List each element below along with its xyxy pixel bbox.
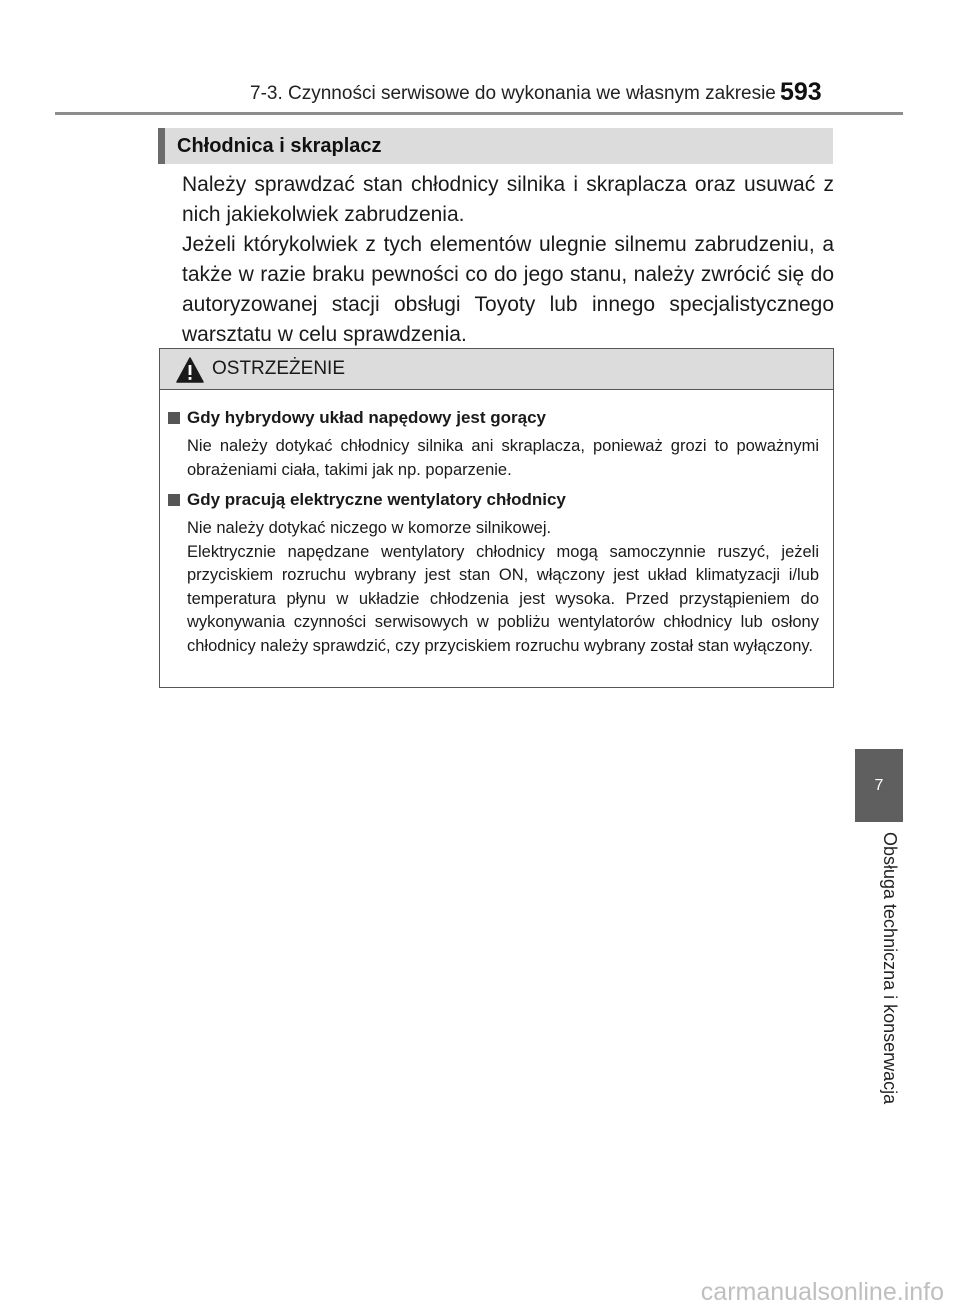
warning-content — [160, 390, 833, 658]
warning-header — [160, 349, 833, 390]
page-number: 593 — [780, 78, 822, 106]
warning-item-text: Elektrycznie napędzane wentylatory chłodnicy mogą samoczynnie ruszyć, jeżeli przyciskiem rozruchu wybrany jest stan ON, włączony jest układ klimatyzacji i/lub temperatura płynu w układzie chłodzenia jest wysoka. Przed przystąpieniem do wykonywania czynności serwisowych w pobliżu wentylatorów chłodnicy lub osłony chłodnicy należy sprawdzić, czy przyciskiem rozruchu wybrany został stan wyłączony. — [187, 542, 819, 655]
chapter-title: Obsługa techniczna i konserwacja — [880, 832, 900, 1105]
warning-item — [168, 490, 819, 658]
square-bullet-icon — [168, 412, 180, 424]
warning-item-text: Nie należy dotykać niczego w komorze silnikowej. — [187, 519, 552, 537]
header-divider — [55, 112, 903, 115]
square-bullet-icon — [168, 494, 180, 506]
warning-item — [168, 408, 819, 482]
section-heading: Chłodnica i skraplacz — [158, 128, 833, 164]
warning-item-title: Gdy pracują elektryczne wentylatory chłodnicy — [187, 490, 566, 509]
body-paragraph: Jeżeli którykolwiek z tych elementów ulegnie silnemu zabrudzeniu, a także w razie braku pewności co do jego stanu, należy zwrócić się do autoryzowanej stacji obsługi Toyoty lub innego specjalistycznego warsztatu w celu sprawdzenia. — [182, 233, 834, 346]
warning-triangle-icon — [176, 357, 204, 383]
chapter-tab: 7 — [855, 749, 903, 822]
running-header-title: 7-3. Czynności serwisowe do wykonania we własnym zakresie — [250, 83, 776, 104]
warning-box — [159, 348, 834, 688]
warning-item-title: Gdy hybrydowy układ napędowy jest gorący — [187, 408, 546, 427]
warning-title: OSTRZEŻENIE — [212, 358, 346, 379]
watermark: carmanualsonline.info — [700, 1278, 944, 1306]
warning-item-text: Nie należy dotykać chłodnicy silnika ani skraplacza, ponieważ grozi to poważnymi obrażeniami ciała, takimi jak np. poparzenie. — [187, 437, 819, 479]
section-body — [182, 170, 834, 350]
body-paragraph: Należy sprawdzać stan chłodnicy silnika i skraplacza oraz usuwać z nich jakiekolwiek zabrudzenia. — [182, 173, 834, 226]
